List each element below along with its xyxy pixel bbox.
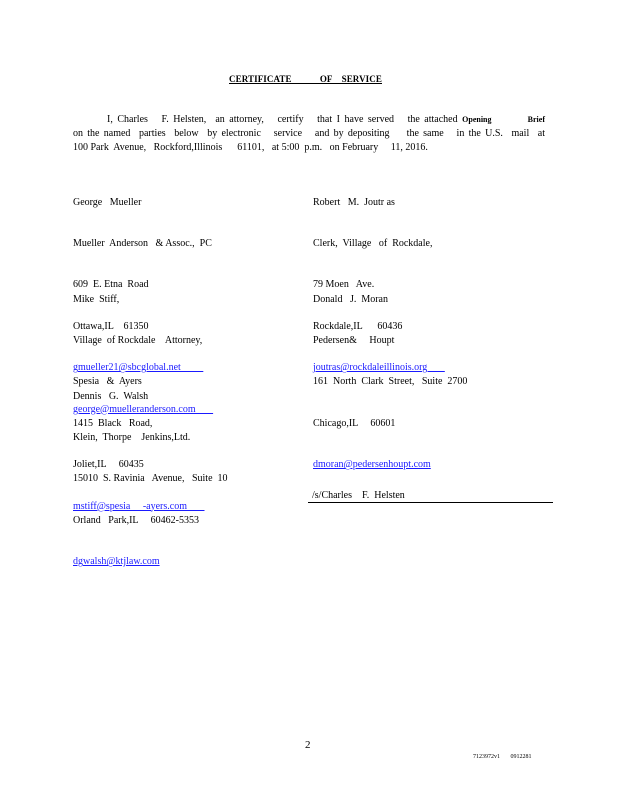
paragraph-line-1 (73, 113, 545, 127)
paragraph-line-2: on the named parties below by electronic service and by depositing the same in the U.S. mail at (73, 128, 545, 139)
signature-line: /s/Charles F. Helsten (308, 489, 553, 503)
recipient-line: 1415 Black Road, (73, 417, 153, 429)
page-number: 2 (305, 739, 311, 751)
recipient-line: 15010 S. Ravinia Avenue, Suite 10 (73, 473, 228, 485)
recipient-line: Chicago,IL 60601 (313, 417, 396, 429)
recipient-line: 79 Moen Ave. (313, 279, 375, 291)
recipient-block-walsh (73, 362, 228, 583)
recipient-line: George Mueller (73, 196, 142, 208)
email-link[interactable]: joutras@rockdaleillinois.org (313, 362, 445, 374)
recipient-line: Village of Rockdale Attorney, (73, 334, 203, 346)
document-title: CERTIFICATE OF SERVICE (229, 74, 382, 84)
email-link[interactable]: dgwalsh@ktjlaw.com (73, 556, 160, 568)
recipient-line: Robert M. Joutr as (313, 196, 395, 208)
recipient-line: Pedersen& Houpt (313, 334, 395, 346)
recipient-line: Dennis G. Walsh (73, 390, 149, 402)
recipient-line: Mike Stiff, (73, 293, 120, 305)
email-link[interactable]: dmoran@pedersenhoupt.com (313, 459, 431, 471)
recipient-line: Mueller Anderson & Assoc., PC (73, 237, 212, 249)
paragraph-line-3: 100 Park Avenue, Rockford,Illinois 61101, at 5:00 p.m. on February 11, 2016. (73, 142, 428, 153)
recipient-line: Spesia & Ayers (73, 376, 142, 388)
recipient-line: Donald J. Moran (313, 293, 388, 305)
recipient-line: 609 E. Etna Road (73, 279, 149, 291)
recipient-line: 161 North Clark Street, Suite 2700 (313, 376, 468, 388)
document-code: 7123972v1 0912281 (473, 754, 532, 760)
recipient-line: Klein, Thorpe Jenkins,Ltd. (73, 431, 191, 443)
gap (491, 114, 527, 125)
recipient-line: Ottawa,IL 61350 (73, 320, 149, 332)
recipient-line: Rockdale,IL 60436 (313, 320, 403, 332)
paragraph-line-1-text: I, Charles F. Helsten, an attorney, certify that I have served the attached (107, 114, 463, 125)
certification-paragraph (73, 113, 545, 155)
recipient-block-moran (313, 265, 467, 486)
email-link[interactable]: gmueller21@sbcglobal.net (73, 362, 204, 374)
brief-name-brief: Brief (527, 115, 545, 124)
brief-name-opening: Opening (462, 115, 492, 124)
email-link[interactable]: mstiff@spesia -ayers.com (73, 500, 205, 512)
recipient-line: Orland Park,IL 60462-5353 (73, 514, 199, 526)
email-link[interactable]: george@muelleranderson.com (73, 403, 214, 415)
recipient-line: Clerk, Village of Rockdale, (313, 237, 433, 249)
recipient-line: Joliet,IL 60435 (73, 459, 144, 471)
